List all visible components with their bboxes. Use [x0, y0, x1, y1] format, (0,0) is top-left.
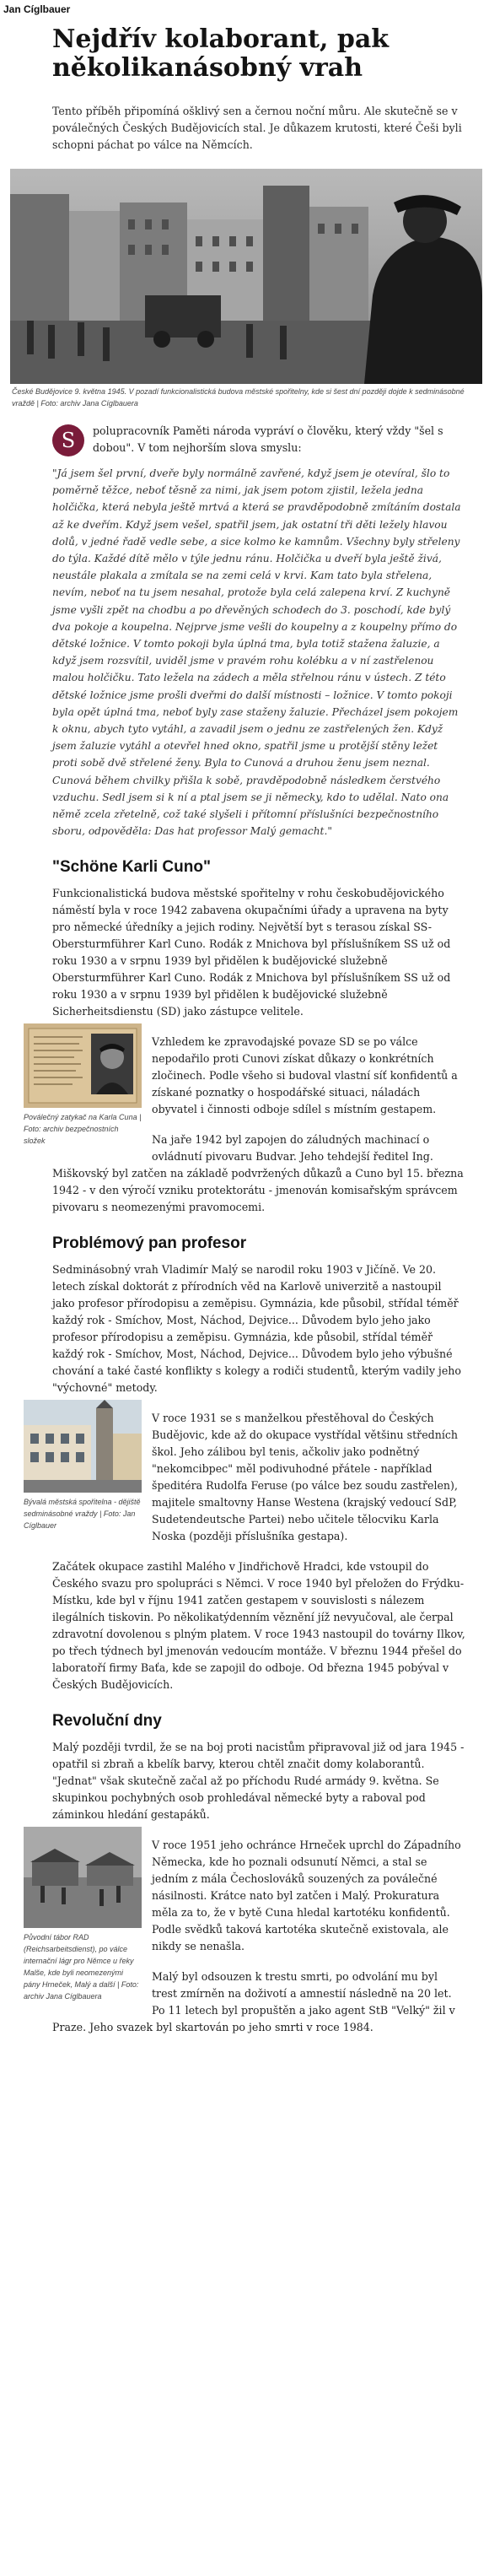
dropcap: S	[52, 424, 84, 456]
rad-camp-photo	[24, 1827, 142, 1928]
figure-savings-bank	[24, 1400, 142, 1531]
figure-caption: Poválečný zatykač na Karla Cuna | Foto: archiv bezpečnostních složek	[24, 1113, 142, 1146]
paragraph: Vzhledem ke zpravodajské povaze SD se po válce nepodařilo proti Cunovi získat důkazy o konkrétních zločinech. Podle všeho si budoval vlastní síť konfidentů a získané poznatky o hospodářské situaci, náladách obyvatel i činnosti odboje sdílel s místním gestapem.	[152, 1035, 458, 1116]
hero-caption: České Budějovice 9. května 1945. V pozadí funkcionalistická budova městské spořitelny, kde si šest dní později dojde k sedminásobné vraždě | Foto: archiv Jana Cíglbauera	[12, 387, 465, 408]
figure-arrest-warrant	[24, 1023, 142, 1147]
intro-text: polupracovník Paměti národa vypráví o člověku, který vždy "šel s dobou". V tom nejhorším slova smyslu:	[93, 424, 443, 454]
paragraph: V roce 1931 se s manželkou přestěhoval do Českých Budějovic, kde až do okupace vystřídal většinu středních škol. Jeho zálibou byl tenis, ačkoliv jako podnětný "nekomcibpec" měl podivuhodné přátele - například špeditéra Rudolfa Feruse (po válce bez soudu zastřelen), majitele smaltovny Hanse Westena (krajský vedoucí SdP, Sudetendeutsche Partei) nebo učitele tělocviku Karla Noska (později příslušníka gestapa).	[152, 1412, 459, 1543]
section-heading-revolution: Revoluční dny	[52, 1712, 162, 1731]
article-lead: Tento příběh připomíná ošklivý sen a černou noční můru. Ale skutečně se v poválečných Českých Budějovicích stal. Je důkazem krutosti, které Češi byli schopni páchat po válce na Němcích.	[52, 105, 462, 151]
figure-caption: Původní tábor RAD (Reichsarbeitsdienst), po válce internační lágr pro Němce u řeky Malše, kde byli neomezenými pány Hrneček, Malý a další | Foto: archiv Jana Cíglbauera	[24, 1933, 139, 2001]
paragraph: Malý později tvrdil, že se na boj proti nacistům připravoval již od jara 1945 - opatřil si zbraň a kbelík barvy, kterou chtěl značit domy kolaborantů. "Jednat" však skutečně začal až po příchodu Rudé armády 9. května. Se skupinkou pochybných osob prohledával německé byty a raboval pod záminkou hledání gestapáků.	[52, 1741, 465, 1822]
section-heading-cuno: "Schöne Karli Cuno"	[52, 858, 211, 877]
intro-paragraph	[52, 423, 465, 456]
paragraph: Funkcionalistická budova městské spořitelny v rohu českobudějovického náměstí byla v roce 1942 zabavena okupačními úřady a upravena na byty pro německé úředníky a jejich rodiny. Největší byt s terasou získal SS-Obersturmführer Karl Cuno. Rodák z Mnichova byl příslušníkem SS už od roku 1930 a v srpnu 1939 byl přidělen k budějovické služebně Obersturmführer Karl Cuno. Rodák z Mnichova byl příslušníkem SS už od roku 1930 a v srpnu 1939 byl přidělen k budějovické služebně Sicherheitsdienstu (SD) jako zástupce velitele.	[52, 887, 451, 1018]
paragraph: Sedminásobný vrah Vladimír Malý se narodil roku 1903 v Jičíně. Ve 20. letech získal doktorát z přírodních věd na Karlově univerzitě a nastoupil jako profesor přírodopisu a zeměpisu. Gymnázia, kde působil, střídal téměř každý rok - Smíchov, Most, Náchod, Dejvice... Důvodem bylo jeho jako profesor přírodopisu a zeměpisu. Gymnázia, kde působil, střídal téměř každý rok - Smíchov, Most, Náchod, Dejvice... Důvodem bylo jeho výbušné chování a také časté konflikty s kolegy a rodiči studentů, kterým vadily jeho "výchovné" metody.	[52, 1263, 461, 1395]
article-title: Nejdřív kolaborant, pak několikanásobný vrah	[52, 24, 390, 83]
witness-quote: "Já jsem šel první, dveře byly normálně zavřené, když jsem je otevíral, šlo to poměrně těžce, neboť těsně za nimi, jak jsem potom zjistil, ležela jedna holčička, která nebyla ještě mrtvá a která se pravděpodobně zmítáním dostala až ke dveřím. Když jsem vešel, spatřil jsem, jak ostatní tři děti ležely hlavou dolů, v jedné řadě vedle sebe, a sice kolmo ke kamnům. Všechny byly střeleny do týla. Každé dítě mělo v týle jednu ránu. Holčička u dveří byla ještě živá, neustále plakala a zmítala se na zemi celá v krvi. Kam tato byla střelena, nevím, neboť na tu jsem nesahal, protože byla celá zalepena krví. Z kuchyně jsme vyšli zpět na chodbu a po dřevěných schodech do 3. poschodí, kde bylý dva pokoje a koupelna. Nejprve jsme vešli do koupelny a z koupelny přímo do dětské ložnice. V tomto pokoji byla úplná tma, byla totiž stažena žaluzie, a když jsem rozsvítil, uviděl jsme v pravém rohu kolébku a v ní zastřelenou malou holčičku. Tato ležela na zádech a měla střelnou ránu v ústech. Z této dětské ložnice jsme prošli dveřmi do další místnosti – ložnice. V tomto pokoji byla opět úplná tma, neboť byly zase staženy žaluzie. Přecházel jsem pokojem k oknu, abych tyto vytáhl, a zavadil jsem o jednu ze zastřelených žen. Když jsem žaluzie vytáhl a otevřel hned okno, spatřil jsme u protější stěny ležet proti sobě dvě střelené ženy. Byla to Cunová a druhou ženu jsem neznal. Cunová během chvilky přišla k sobě, pravděpodobně následkem čerstvého vzduchu. Sedl jsem si k ní a ptal jsem se ji německy, kdo to udělal. Nato ona němě zcela zřetelně, což také slyšeli i přítomní příslušníci bezpečnostního sboru, odpověděla: Das hat professor Malý gemacht."	[52, 467, 461, 838]
figure-rad-camp	[24, 1827, 142, 2002]
article	[12, 24, 465, 2036]
author-name[interactable]: Jan Cíglbauer	[3, 3, 71, 15]
savings-bank-photo	[24, 1400, 142, 1493]
paragraph: V roce 1951 jeho ochránce Hrneček uprchl do Západního Německa, kde ho poznali odsunutí Němci, a stal se jedním z mála Čechoslováků souzených za poválečné násilnosti. Krátce nato byl zatčen i Malý. Prokuratura měla za to, že v bytě Cuna hledal kartotéku konfidentů. Podle svědků taková kartotéka skutečně existovala, ale nikdy se nenašla.	[152, 1839, 461, 1953]
figure-caption: Bývalá městská spořitelna - dějiště sedminásobné vraždy | Foto: Jan Cíglbauer	[24, 1498, 141, 1531]
arrest-warrant-photo	[24, 1023, 142, 1108]
section-heading-professor: Problémový pan profesor	[52, 1234, 247, 1253]
paragraph: Začátek okupace zastihl Malého v Jindřichově Hradci, kde vstoupil do Českého svazu pro spolupráci s Němci. V roce 1940 byl přeložen do Frýdku-Místku, kde byl v říjnu 1941 zatčen gestapem v souvislosti s nálezem ilegálních tiskovin. Po několikatýdenním věznění jíž nevyučoval, ale čerpal zdravotní dovolenou s plným platem. V roce 1943 nastoupil do továrny Ilkov, po třech týdnech byl jmenován vedoucím montáže. V březnu 1944 přešel do laboratoří firmy Baťa, kde se zapojil do odboje. Od března 1945 pobýval v Českých Budějovicích.	[52, 1560, 465, 1692]
hero-photo	[10, 169, 482, 384]
paragraph: Malý byl odsouzen k trestu smrti, po odvolání mu byl trest zmírněn na doživotí a amnestií následně na 20 let. Po 11 letech byl propuštěn a jako agent StB "Velký" žil v Praze. Jeho svazek byl skartován po jeho smrti v roce 1984.	[52, 1970, 455, 2034]
paragraph: Na jaře 1942 byl zapojen do záludných machinací o ovládnutí pivovaru Budvar. Jeho tehdejší ředitel Ing. Miškovský byl zatčen na základě podvržených důkazů a Cuno byl 15. března 1942 - v den výročí vzniku protektorátu - jmenován komisařským správcem pivovaru s neomezenými pravomocemi.	[52, 1133, 464, 1214]
